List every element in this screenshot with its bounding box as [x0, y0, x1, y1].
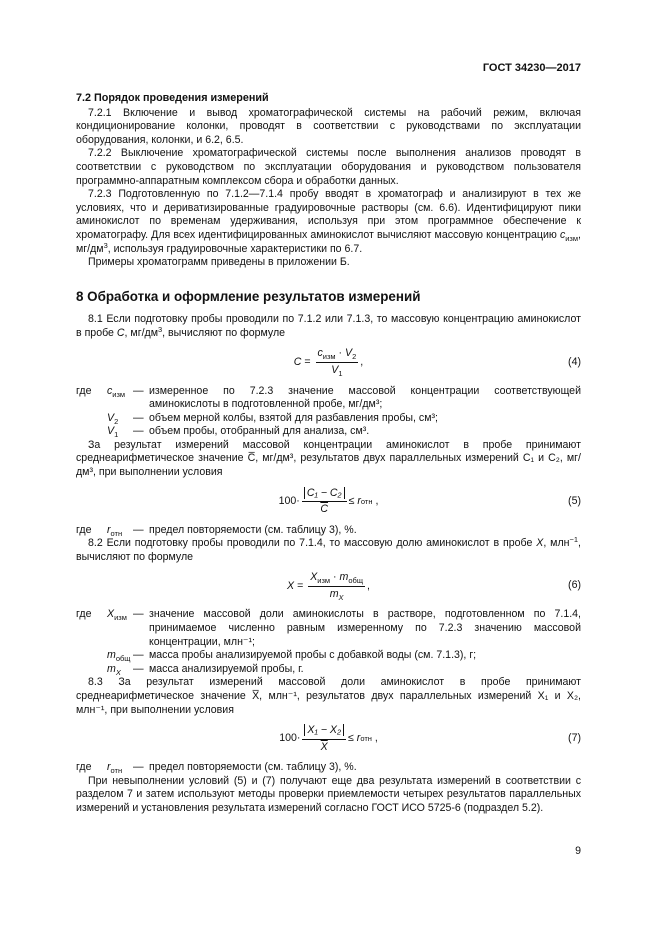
paragraph-8-3: 8.3 За результат измерений массовой доли аминокислот в пробе принимают среднеарифметическое значение X̅, млн⁻¹, результатов двух параллельных измерений X₁ и X₂, млн⁻¹, при выполнении условия [76, 676, 581, 716]
paragraph-7-2-3: 7.2.3 Подготовленную по 7.1.2—7.1.4 пробу вводят в хроматограф и анализируют в тех же условиях, что и дериватизированные градуировочные растворы (см. 6.6). Идентифицируют пики аминокислот по временам удерживания, используя при этом программное обеспечение к хроматографу. Для всех идентифицированных аминокислот вычисляют массовую концентрацию $c_{изм}$, $мг/дм^3$, используя градуировочные характеристики по 6.7. [76, 188, 581, 255]
formula-4: C = $\frac{c_{изм} \cdot V_2}{V_1}$ , (4) [293, 347, 581, 378]
paragraph-examples: Примеры хроматограмм приведены в приложении Б. [88, 256, 350, 269]
definition-row: $m_{общ}$ — масса пробы анализируемой пробы с добавкой воды (см. 7.1.3), г; [107, 649, 477, 664]
definition-row: где $r_{отн}$ — предел повторяемости (см. таблицу 3), %. [76, 523, 357, 538]
paragraph-7-2-2: 7.2.2 Выключение хроматографической системы после выполнения анализов проводят в соответствии с руководством по эксплуатации оборудования и руководством пользователя программно-аппаратным комплексом сбора и обработки данных. [76, 147, 581, 187]
formula-4-number: (4) [568, 355, 581, 368]
formula-4-definitions [76, 385, 581, 439]
formula-7-number: (7) [568, 732, 581, 745]
formula-5-number: (5) [568, 494, 581, 507]
paragraph-8-2: 8.2 Если подготовку пробы проводили по 7.1.4, то массовую долю аминокислот в пробе X, млн$^{-1}$, вычисляют по формуле [76, 535, 581, 563]
formula-7-definitions [76, 761, 581, 775]
definition-row: где $c_{изм}$ — измеренное по 7.2.3 значение массовой концентрации соответствующей аминокислоты в подготовленной пробе, мг/дм³; [76, 384, 581, 411]
paragraph-final: При невыполнении условий (5) и (7) получают еще два результата измерений в соответствии с разделом 7 и затем используют методы проверки приемлемости четырех результатов параллельных измерений и установления результата измерений согласно ГОСТ ИСО 5725-6 (подраздел 5.2). [76, 774, 581, 814]
formula-6-definitions [76, 608, 581, 676]
definition-row: где $r_{отн}$ — предел повторяемости (см. таблицу 3), %. [76, 761, 357, 776]
section-7-2-heading: 7.2 Порядок проведения измерений [76, 92, 269, 104]
formula-6: X = $\frac{X_{изм} \cdot m_{общ}}{m_X}$ , (6) [287, 571, 581, 602]
definition-row: $m_X$ — масса анализируемой пробы, г. [107, 662, 304, 677]
formula-7: 100 · $\frac{\text{X₁ − X₂}}{X}$ ≤ r отн , (7) [279, 724, 581, 753]
definition-row: $V_1$ — объем пробы, отобранный для анализа, см³. [107, 425, 370, 440]
formula-5-definitions [76, 524, 581, 538]
paragraph-8-1-result: За результат измерений массовой концентрации аминокислот в пробе принимают среднеарифметическое значение C̅, мг/дм³, результатов двух параллельных измерений C₁ и C₂, мг/дм³, при выполнении условия [76, 438, 581, 479]
paragraph-7-2-1: 7.2.1 Включение и вывод хроматографической системы на рабочий режим, включая кондиционирование колонки, проводят в соответствии с руководствами по эксплуатации оборудования, колонки, и 6.2, 6.5. [76, 106, 581, 146]
definition-row: $V_2$ — объем мерной колбы, взятой для разбавления пробы, см³; [107, 411, 438, 426]
section-8-heading: 8 Обработка и оформление результатов измерений [76, 288, 421, 304]
page-number: 9 [575, 845, 581, 857]
document-body [76, 92, 581, 816]
definition-row: где $X_{изм}$ — значение массовой доли аминокислоты в растворе, подготовленном по 7.1.4, принимаемое численно равным измеренному по 7.2.3 значению массовой концентрации, млн⁻¹; [76, 608, 581, 648]
standard-header: ГОСТ 34230—2017 [482, 62, 581, 74]
paragraph-8-1: 8.1 Если подготовку пробы проводили по 7.1.2 или 7.1.3, то массовую концентрацию аминокислот в пробе C, $мг/дм^3$, вычисляют по формуле [76, 313, 581, 339]
formula-6-number: (6) [568, 579, 581, 592]
formula-5: 100 · $\frac{\text{C₁ − C₂}}{C}$ ≤ r отн , (5) [278, 486, 581, 516]
